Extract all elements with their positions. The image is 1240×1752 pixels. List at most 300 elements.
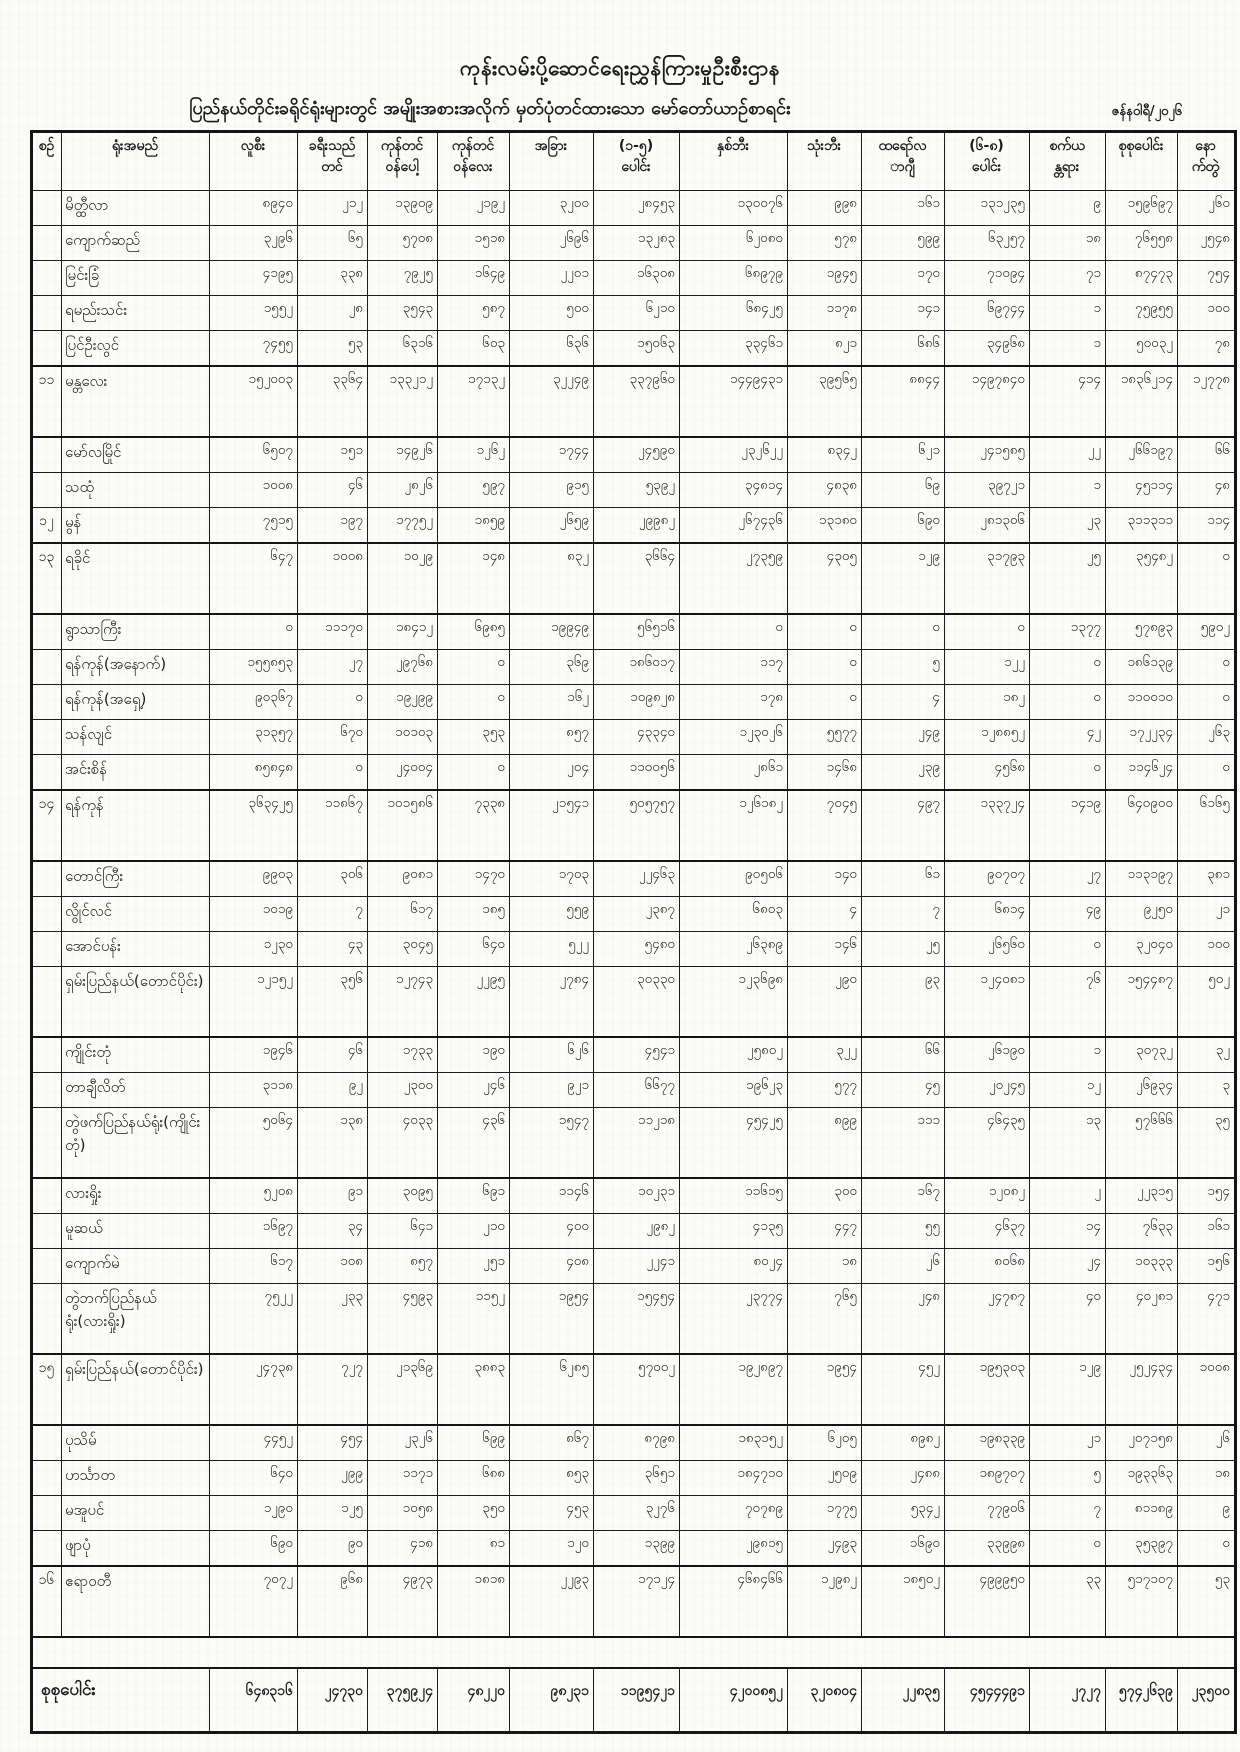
value-cell: ၁၇၀၃ [510, 861, 594, 897]
value-cell: ၄၅၄၂၅ [680, 1108, 788, 1179]
value-cell: ၃၃၉၉၈ [945, 1531, 1030, 1567]
value-cell: ၁၉၉၄၉ [510, 614, 594, 650]
value-cell: ၁၁၈၆၇ [298, 790, 368, 861]
value-cell: ၃၆၉ [510, 650, 594, 685]
value-cell: ၁၉၄၅ [788, 261, 862, 296]
grand-total-label: စုစုပေါင်း [32, 1668, 210, 1733]
value-cell: ၉၀ [298, 1531, 368, 1567]
value-cell: ၈၉၄၀ [210, 191, 298, 226]
value-cell: ၂၉၉၈၂ [594, 508, 680, 544]
serial-cell [32, 1108, 62, 1179]
grand-total-value-cell: ၅၇၄၂၆၃၉ [1106, 1668, 1178, 1733]
value-cell: ၁၅၄၄၈၇ [1106, 967, 1178, 1038]
grand-total-value-cell: ၁၁၉၅၄၂၁ [594, 1668, 680, 1733]
value-cell: ၀ [862, 614, 945, 650]
value-cell: ၁၇၈ [680, 685, 788, 720]
value-cell: ၁၁၁ [862, 1108, 945, 1179]
serial-cell [32, 226, 62, 261]
serial-cell: ၁၆ [32, 1566, 62, 1637]
value-cell: ၁၄၀ [788, 861, 862, 897]
value-cell: ၅၀၀၃၂ [1106, 331, 1178, 367]
column-header-9: သုံးဘီး [788, 132, 862, 191]
value-cell: ၁၈ [1178, 1461, 1236, 1496]
value-cell: ၉၂၅၀ [1106, 897, 1178, 932]
column-header-12: စက်ယ န္တရား [1030, 132, 1106, 191]
value-cell: ၁၇၇၅၂ [368, 508, 438, 544]
value-cell: ၇၇၉၀၆ [945, 1496, 1030, 1531]
value-cell: ၁၀၈ [298, 1249, 368, 1284]
value-cell: ၁၀၃၃၃ [1106, 1249, 1178, 1284]
value-cell: ၁၇၀ [862, 261, 945, 296]
value-cell: ၂၉၈၁၅ [680, 1531, 788, 1567]
value-cell: ၇၃၃၈ [438, 790, 510, 861]
value-cell: ၅၄၈၀ [594, 932, 680, 967]
table-row [32, 1073, 1236, 1108]
value-cell: ၅၇၇ [788, 1073, 862, 1108]
value-cell: ၁၄၇၀ [438, 861, 510, 897]
serial-cell [32, 685, 62, 720]
value-cell: ၁၃ [1030, 1108, 1106, 1179]
serial-cell [32, 1284, 62, 1355]
value-cell: ၁၅၉၆၉၇ [1106, 191, 1178, 226]
value-cell: ၂၀၇၁၅၈ [1106, 1425, 1178, 1461]
serial-cell [32, 932, 62, 967]
value-cell: ၄၅၃ [510, 1496, 594, 1531]
value-cell: ၈၀၆၈ [945, 1249, 1030, 1284]
value-cell: ၁၀၁၅၈၆ [368, 790, 438, 861]
value-cell: ၁၆၁ [1178, 1214, 1236, 1249]
value-cell: ၁၉၃၃၆၃ [1106, 1461, 1178, 1496]
value-cell: ၃၄၈၁၄ [680, 473, 788, 508]
office-name-cell: ဟင်္သာတ [62, 1461, 210, 1496]
value-cell: ၂၂၉၅ [438, 967, 510, 1038]
value-cell: ၁၅၆ [1178, 1249, 1236, 1284]
value-cell: ၄၉၇၃ [368, 1566, 438, 1637]
value-cell: ၃၂၉၆ [210, 226, 298, 261]
value-cell: ၃၅၆ [298, 967, 368, 1038]
value-cell: ၇၆၅ [788, 1284, 862, 1355]
table-row [32, 1354, 1236, 1425]
value-cell: ၁၆၄၉ [438, 261, 510, 296]
value-cell: ၁၂၉ [1030, 1354, 1106, 1425]
column-header-3: ခရီးသည် တင် [298, 132, 368, 191]
header-row [32, 132, 1236, 191]
value-cell: ၂၇ [1030, 861, 1106, 897]
value-cell: ၅ [1030, 1461, 1106, 1496]
value-cell: ၇၅၁၅ [210, 508, 298, 544]
value-cell: ၄၅၉၃ [368, 1284, 438, 1355]
value-cell: ၆၁ [862, 861, 945, 897]
value-cell: ၁၇၃၃ [368, 1037, 438, 1073]
value-cell: ၉၀၈၁ [368, 861, 438, 897]
value-cell: ၂၁ [1030, 1425, 1106, 1461]
value-cell: ၃၄ [298, 1214, 368, 1249]
value-cell: ၁၁၇၁ [368, 1461, 438, 1496]
value-cell: ၆၈၄၂၅ [680, 296, 788, 331]
office-name-cell: ရန်ကုန် [62, 790, 210, 861]
value-cell: ၀ [1030, 650, 1106, 685]
office-name-cell: မူဆယ် [62, 1214, 210, 1249]
value-cell: ၂၁၅၄၁ [510, 790, 594, 861]
serial-cell [32, 1496, 62, 1531]
value-cell: ၈၃၄၂ [788, 437, 862, 473]
value-cell: ၃၀၃၃၀ [594, 967, 680, 1038]
office-name-cell: မန္တလေး [62, 366, 210, 437]
grand-total-value-cell: ၂၄၇၃၀ [298, 1668, 368, 1733]
value-cell: ၂၇၃၅၉ [680, 543, 788, 614]
value-cell: ၀ [438, 755, 510, 791]
office-name-cell: ရန်ကုန်(အနောက်) [62, 650, 210, 685]
value-cell: ၁၈၆၁၃၉ [1106, 650, 1178, 685]
value-cell: ၂၂၄၆၃ [594, 861, 680, 897]
value-cell: ၂၄၁၅၈၅ [945, 437, 1030, 473]
value-cell: ၁၀၀ [1178, 932, 1236, 967]
value-cell: ၇၅၉၅၅ [1106, 296, 1178, 331]
value-cell: ၉၁၅ [510, 473, 594, 508]
office-name-cell: ရှမ်းပြည်နယ်(တောင်ပိုင်း) [62, 967, 210, 1038]
value-cell: ၂၄၉ [862, 720, 945, 755]
value-cell: ၃၂ [1178, 1037, 1236, 1073]
value-cell: ၁၃၁၈၀ [788, 508, 862, 544]
value-cell: ၁၉၄၆ [210, 1037, 298, 1073]
value-cell: ၁၁၃၁၉၇ [1106, 861, 1178, 897]
value-cell: ၁၀၁၀၃ [368, 720, 438, 755]
value-cell: ၀ [438, 685, 510, 720]
grand-total-value-cell: ၂၇၂၇ [1030, 1668, 1106, 1733]
value-cell: ၁၃၃၇၂၄ [945, 790, 1030, 861]
column-header-1: ရုံးအမည် [62, 132, 210, 191]
column-header-6: အခြား [510, 132, 594, 191]
value-cell: ၆၄၀ [438, 932, 510, 967]
serial-cell [32, 861, 62, 897]
value-cell: ၇၀၇၈၉ [680, 1496, 788, 1531]
column-header-10: ထရော်လ ာဂျီ [862, 132, 945, 191]
value-cell: ၁၈၁၈ [438, 1566, 510, 1637]
serial-cell: ၁၂ [32, 508, 62, 544]
value-cell: ၈၇၉၈ [594, 1425, 680, 1461]
value-cell: ၆၉၀ [210, 1531, 298, 1567]
value-cell: ၃ [1178, 1073, 1236, 1108]
value-cell: ၁၂၂ [945, 650, 1030, 685]
value-cell: ၀ [1178, 755, 1236, 791]
value-cell: ၇၈ [1178, 331, 1236, 367]
value-cell: ၁၈၅၉ [438, 508, 510, 544]
value-cell: ၂၆၅၆၀ [945, 932, 1030, 967]
table-row [32, 366, 1236, 437]
value-cell: ၃၁၇၉၃ [945, 543, 1030, 614]
value-cell: ၆၆၇၇ [594, 1073, 680, 1108]
value-cell: ၁၈၃၁၅၂ [680, 1425, 788, 1461]
value-cell: ၆၉၉ [438, 1425, 510, 1461]
value-cell: ၁၈ [788, 1249, 862, 1284]
grand-total-value-cell: ၄၂၀၀၈၅၂ [680, 1668, 788, 1733]
table-row [32, 861, 1236, 897]
value-cell: ၄၆ [298, 473, 368, 508]
value-cell: ၉၃ [862, 967, 945, 1038]
value-cell: ၀ [1178, 685, 1236, 720]
value-cell: ၃၀၀ [788, 1178, 862, 1214]
value-cell: ၅၉၀၂ [1178, 614, 1236, 650]
value-cell: ၄၉၇ [862, 790, 945, 861]
serial-cell: ၁၁ [32, 366, 62, 437]
value-cell: ၄၁၃၅ [680, 1214, 788, 1249]
value-cell: ၅၀၀ [510, 296, 594, 331]
value-cell: ၃၆၅၁ [594, 1461, 680, 1496]
value-cell: ၅၈၇ [438, 296, 510, 331]
value-cell: ၁၀၀၈ [210, 473, 298, 508]
office-name-cell: လွိုင်လင် [62, 897, 210, 932]
value-cell: ၆၉ [862, 473, 945, 508]
value-cell: ၆၉၁ [438, 1178, 510, 1214]
value-cell: ၂၆၀ [1178, 191, 1236, 226]
value-cell: ၁၃၇၇ [1030, 614, 1106, 650]
value-cell: ၈၃၂ [510, 543, 594, 614]
value-cell: ၆၈၉၇၉ [680, 261, 788, 296]
serial-cell [32, 296, 62, 331]
value-cell: ၆၄၁ [368, 1214, 438, 1249]
value-cell: ၅၇၀၈ [368, 226, 438, 261]
value-cell: ၄၀၂၈၁ [1106, 1284, 1178, 1355]
value-cell: ၉၀၃၆၇ [210, 685, 298, 720]
value-cell: ၁၅၀၆၃ [594, 331, 680, 367]
value-cell: ၁၂၃၀၂၆ [680, 720, 788, 755]
value-cell: ၆၁၆၅ [1178, 790, 1236, 861]
value-cell: ၁ [1030, 296, 1106, 331]
table-row [32, 614, 1236, 650]
value-cell: ၈၁ [438, 1531, 510, 1567]
value-cell: ၃၅၄၃ [368, 296, 438, 331]
office-name-cell: ရခိုင် [62, 543, 210, 614]
value-cell: ၄၉၉၉၅၀ [945, 1566, 1030, 1637]
table-row [32, 1461, 1236, 1496]
office-name-cell: ဖျာပုံ [62, 1531, 210, 1567]
value-cell: ၁၂၀၈၂ [945, 1178, 1030, 1214]
value-cell: ၂၂၄၁ [594, 1249, 680, 1284]
value-cell: ၉၂ [298, 1073, 368, 1108]
value-cell: ၁၁၇၈ [788, 296, 862, 331]
value-cell: ၁၃၀၀၇၆ [680, 191, 788, 226]
value-cell: ၇၀၄၅ [788, 790, 862, 861]
value-cell: ၂၄ [1030, 1249, 1106, 1284]
office-name-cell: မြင်းခြံ [62, 261, 210, 296]
serial-cell [32, 1214, 62, 1249]
office-name-cell: အောင်ပန်း [62, 932, 210, 967]
spacer-row [32, 1637, 1236, 1668]
value-cell: ၀ [1178, 1531, 1236, 1567]
office-name-cell: မွန် [62, 508, 210, 544]
value-cell: ၁၂၈၈၅၂ [945, 720, 1030, 755]
value-cell: ၁၅၅၈၅၃ [210, 650, 298, 685]
value-cell: ၆၂၁၀ [594, 296, 680, 331]
value-cell: ၄၄၇ [788, 1214, 862, 1249]
value-cell: ၄၈၃၈ [788, 473, 862, 508]
table-row [32, 650, 1236, 685]
value-cell: ၀ [788, 650, 862, 685]
value-cell: ၉၀၅၀၆ [680, 861, 788, 897]
serial-cell [32, 650, 62, 685]
value-cell: ၈၆၇ [510, 1425, 594, 1461]
value-cell: ၁၂၆၁၈၂ [680, 790, 788, 861]
value-cell: ၇၀၇၂ [210, 1566, 298, 1637]
table-row [32, 1214, 1236, 1249]
value-cell: ၅၉၇ [438, 473, 510, 508]
value-cell: ၂၆၅၉ [510, 508, 594, 544]
value-cell: ၉၆၈ [298, 1566, 368, 1637]
value-cell: ၂၄၆ [438, 1073, 510, 1108]
value-cell: ၁၈၄၁၂ [368, 614, 438, 650]
serial-cell [32, 897, 62, 932]
value-cell: ၂၈၁၃၀၆ [945, 508, 1030, 544]
value-cell: ၆၈၀၃ [680, 897, 788, 932]
value-cell: ၆၁၇ [368, 897, 438, 932]
value-cell: ၀ [1030, 1531, 1106, 1567]
value-cell: ၁၄၁ [862, 296, 945, 331]
value-cell: ၁၆၃၀၈ [594, 261, 680, 296]
value-cell: ၁၄၉၇၈၄၀ [945, 366, 1030, 437]
value-cell: ၈၉၉ [788, 1108, 862, 1179]
serial-cell [32, 473, 62, 508]
value-cell: ၉၁ [298, 1178, 368, 1214]
value-cell: ၄၀ [1030, 1284, 1106, 1355]
value-cell: ၁၃၃၂၁၂ [368, 366, 438, 437]
value-cell: ၅၅ [862, 1214, 945, 1249]
value-cell: ၆၂၀၅ [788, 1425, 862, 1461]
value-cell: ၅၃၄၂ [862, 1496, 945, 1531]
value-cell: ၆၆ [1178, 437, 1236, 473]
serial-cell [32, 720, 62, 755]
table-row [32, 296, 1236, 331]
serial-cell [32, 191, 62, 226]
value-cell: ၃၅၀ [438, 1496, 510, 1531]
value-cell: ၆၆ [862, 1037, 945, 1073]
value-cell: ၅၃ [1178, 1566, 1236, 1637]
grand-total-value-cell: ၃၇၅၉၂၄ [368, 1668, 438, 1733]
value-cell: ၅၃၉၂ [594, 473, 680, 508]
value-cell: ၁၉၀ [438, 1037, 510, 1073]
table-row [32, 473, 1236, 508]
office-name-cell: တွဲဖက်ပြည်နယ်ရုံး(ကျိုင်းတုံ) [62, 1108, 210, 1179]
value-cell: ၄၅၄ [298, 1425, 368, 1461]
value-cell: ၆၈၁၄ [945, 897, 1030, 932]
value-cell: ၂၃၈၇ [594, 897, 680, 932]
value-cell: ၁၄၄၉၄၃၁ [680, 366, 788, 437]
value-cell: ၁၈၆၀၁၇ [594, 650, 680, 685]
value-cell: ၃၆၃၄၂၅ [210, 790, 298, 861]
serial-cell [32, 1531, 62, 1567]
value-cell: ၈၉၈၂ [862, 1425, 945, 1461]
grand-total-row [32, 1668, 1236, 1733]
table-row [32, 543, 1236, 614]
value-cell: ၁၅၅၂ [210, 296, 298, 331]
value-cell: ၄ [862, 685, 945, 720]
serial-cell [32, 1178, 62, 1214]
value-cell: ၁၉၇ [298, 508, 368, 544]
value-cell: ၆၈၆ [862, 331, 945, 367]
value-cell: ၃၈၈၃ [438, 1354, 510, 1425]
value-cell: ၆၉၇၄၄ [945, 296, 1030, 331]
value-cell: ၁၇၇၅ [788, 1496, 862, 1531]
value-cell: ၅၇၀၀၂ [594, 1354, 680, 1425]
value-cell: ၂ [1030, 1178, 1106, 1214]
value-cell: ၂၂၉၃ [510, 1566, 594, 1637]
column-header-14: နော က်တွဲ [1178, 132, 1236, 191]
value-cell: ၅၃ [298, 331, 368, 367]
value-cell: ၅၅၇၇ [788, 720, 862, 755]
value-cell: ၃၃၈ [298, 261, 368, 296]
value-cell: ၂၁၃၆၉ [368, 1354, 438, 1425]
table-header [32, 132, 1236, 191]
serial-cell [32, 1037, 62, 1073]
office-name-cell: မအူပင် [62, 1496, 210, 1531]
document-title: ကုန်းလမ်းပို့ဆောင်ရေးညွှန်ကြားမှုဦးစီးဌာန [459, 56, 781, 80]
value-cell: ၂၅ [1030, 543, 1106, 614]
value-cell: ၁၆၁ [862, 191, 945, 226]
table-row [32, 1037, 1236, 1073]
value-cell: ၇ [1030, 1496, 1106, 1531]
office-name-cell: ရန်ကုန်(အရှေ့) [62, 685, 210, 720]
value-cell: ၂၁၉၂ [438, 191, 510, 226]
value-cell: ၁၂၉ [862, 543, 945, 614]
value-cell: ၁၁၅၂ [438, 1284, 510, 1355]
value-cell: ၁၅၁ [298, 437, 368, 473]
grand-total-value-cell: ၉၈၂၃၁ [510, 1668, 594, 1733]
value-cell: ၂၂ [1030, 437, 1106, 473]
value-cell: ၄၁၈ [368, 1531, 438, 1567]
value-cell: ၁၂၃၆၉၈ [680, 967, 788, 1038]
value-cell: ၀ [298, 685, 368, 720]
value-cell: ၀ [1030, 932, 1106, 967]
value-cell: ၃၃ [1030, 1566, 1106, 1637]
value-cell: ၁ [1030, 473, 1106, 508]
value-cell: ၈၅၈၄၈ [210, 755, 298, 791]
value-cell: ၂၇ [298, 650, 368, 685]
serial-cell [32, 331, 62, 367]
value-cell: ၇၂၇ [298, 1354, 368, 1425]
value-cell: ၁၂၃၀ [210, 932, 298, 967]
value-cell: ၂၃၇၇၄ [680, 1284, 788, 1355]
column-header-5: ကုန်တင် ဝန်လေး [438, 132, 510, 191]
value-cell: ၁၂၁၅၂ [210, 967, 298, 1038]
value-cell: ၈၅၇ [368, 1249, 438, 1284]
value-cell: ၃၉၇၂၁ [945, 473, 1030, 508]
value-cell: ၁၉၅၃၀၃ [945, 1354, 1030, 1425]
value-cell: ၄၁၉၅ [210, 261, 298, 296]
value-cell: ၃၄၉၆၈ [945, 331, 1030, 367]
value-cell: ၂၉၈၂ [594, 1214, 680, 1249]
value-cell: ၃၅ [1178, 1108, 1236, 1179]
office-name-cell: ပုသိမ် [62, 1425, 210, 1461]
value-cell: ၆၂၁ [862, 437, 945, 473]
value-cell: ၇၄၅၅ [210, 331, 298, 367]
value-cell: ၂၅ [862, 932, 945, 967]
value-cell: ၁၅၄၅၄ [594, 1284, 680, 1355]
table-row [32, 967, 1236, 1038]
table-row [32, 1249, 1236, 1284]
value-cell: ၃၁၃၅၇ [210, 720, 298, 755]
value-cell: ၁၂၀ [510, 1531, 594, 1567]
value-cell: ၄၄၅၂ [210, 1425, 298, 1461]
office-name-cell: လားရှိုး [62, 1178, 210, 1214]
value-cell: ၂၆ [862, 1249, 945, 1284]
value-cell: ၀ [945, 614, 1030, 650]
value-cell: ၀ [1178, 650, 1236, 685]
value-cell: ၄၆၄၃၅ [945, 1108, 1030, 1179]
value-cell: ၄၆၃၇ [945, 1214, 1030, 1249]
value-cell: ၁၉၂၈၉၇ [680, 1354, 788, 1425]
grand-total-value-cell: ၃၂၀၈၀၄ [788, 1668, 862, 1733]
value-cell: ၁၉၅၄ [788, 1354, 862, 1425]
spacer-cell [32, 1637, 1236, 1668]
